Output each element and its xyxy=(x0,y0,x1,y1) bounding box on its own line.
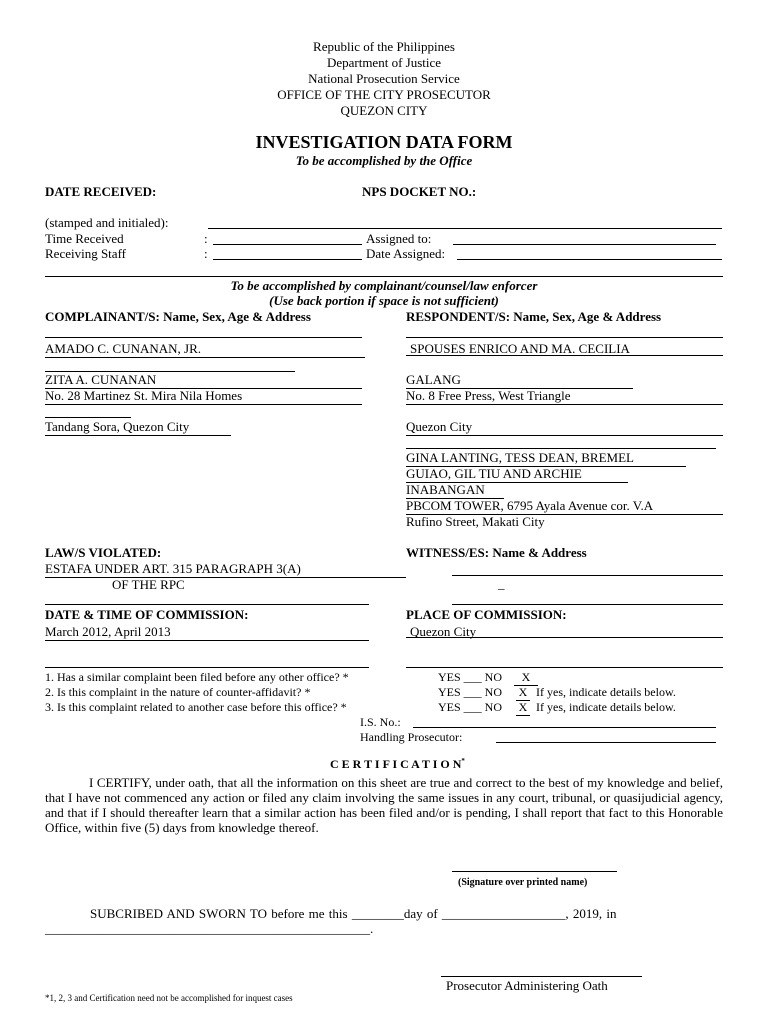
respondent-blank-line[interactable] xyxy=(406,337,723,338)
law-line-bottom xyxy=(45,604,369,605)
form-subtitle: To be accomplished by the Office xyxy=(295,153,473,168)
complainant-address-2[interactable]: Tandang Sora, Quezon City xyxy=(45,419,231,436)
respondent-others-2[interactable]: GUIAO, GIL TIU AND ARCHIE xyxy=(406,466,628,483)
section-divider xyxy=(45,276,723,277)
law-violated-value-2[interactable]: OF THE RPC xyxy=(112,577,185,592)
prosecutor-signature-line[interactable] xyxy=(441,976,642,977)
date-assigned-label: Date Assigned: xyxy=(366,246,446,261)
subscribed-text-b: __________________________________________________. xyxy=(45,921,374,936)
complainant-name-2[interactable]: ZITA A. CUNANAN xyxy=(45,372,362,389)
is-no-label: I.S. No.: xyxy=(360,715,401,729)
witness-heading: WITNESS/ES: Name & Address xyxy=(406,545,587,560)
respondent-others-5[interactable]: Rufino Street, Makati City xyxy=(406,514,545,529)
law-violated-heading: LAW/S VIOLATED: xyxy=(45,545,162,560)
respondent-line-1 xyxy=(406,355,723,356)
assigned-to-field[interactable] xyxy=(453,244,716,245)
subscribed-text: SUBCRIBED AND SWORN TO before me this ________day of ___________________, 2019, in xyxy=(90,906,617,921)
date-commission-value[interactable]: March 2012, April 2013 xyxy=(45,624,369,641)
respondent-others-3[interactable]: INABANGAN xyxy=(406,482,504,499)
respondent-name-1[interactable]: SPOUSES ENRICO AND MA. CECILIA xyxy=(410,341,630,356)
question-3-mark[interactable]: X xyxy=(516,700,530,716)
question-1-mark[interactable]: X xyxy=(514,670,538,686)
complainant-name-1[interactable]: AMADO C. CUNANAN, JR. xyxy=(45,341,365,358)
assigned-to-label: Assigned to: xyxy=(366,231,432,246)
question-2-mark[interactable]: X xyxy=(516,685,530,701)
receiving-staff-label: Receiving Staff xyxy=(45,246,126,261)
date-commission-heading: DATE & TIME OF COMMISSION: xyxy=(45,607,249,622)
complainant-line-short xyxy=(45,417,131,418)
back-portion-note: (Use back portion if space is not sufficient) xyxy=(269,293,499,308)
date-assigned-field[interactable] xyxy=(457,259,722,260)
question-1: 1. Has a similar complaint been filed before any other office? * xyxy=(45,670,349,684)
certification-star: * xyxy=(461,757,465,765)
header-office: OFFICE OF THE CITY PROSECUTOR xyxy=(277,87,491,102)
law-violated-value-1[interactable]: ESTAFA UNDER ART. 315 PARAGRAPH 3(A) xyxy=(45,561,406,578)
time-received-label: Time Received xyxy=(45,231,124,246)
respondent-address-1[interactable]: No. 8 Free Press, West Triangle xyxy=(406,388,723,405)
form-title: INVESTIGATION DATA FORM xyxy=(255,132,513,152)
header-republic: Republic of the Philippines xyxy=(313,39,455,54)
respondent-others-1[interactable]: GINA LANTING, TESS DEAN, BREMEL xyxy=(406,450,686,467)
place-commission-line xyxy=(406,637,723,638)
question-3: 3. Is this complaint related to another case before this office? * xyxy=(45,700,347,714)
receiving-staff-field[interactable] xyxy=(213,259,362,260)
witness-dash: _ xyxy=(498,576,505,591)
header-city: QUEZON CITY xyxy=(340,103,428,118)
question-3-yes-no: YES ___ NO xyxy=(438,700,503,714)
witness-line-2[interactable] xyxy=(452,604,723,605)
handling-prosecutor-label: Handling Prosecutor: xyxy=(360,730,463,744)
header-department: Department of Justice xyxy=(326,55,442,70)
complainant-note: To be accomplished by complainant/counsel/law enforcer xyxy=(230,278,538,293)
header-nps: National Prosecution Service xyxy=(308,71,460,86)
date-received-label: DATE RECEIVED: xyxy=(45,184,157,199)
footnote: *1, 2, 3 and Certification need not be accomplished for inquest cases xyxy=(45,993,293,1003)
signature-line[interactable] xyxy=(452,871,617,872)
signature-label: (Signature over printed name) xyxy=(458,877,588,888)
commission-extra-line-right xyxy=(406,667,723,668)
stamped-label: (stamped and initialed): xyxy=(45,215,169,230)
time-received-field[interactable] xyxy=(213,244,362,245)
certification-heading: C E R T I F I C A T I O N* xyxy=(330,757,465,771)
place-commission-heading: PLACE OF COMMISSION: xyxy=(406,607,567,622)
respondent-name-1b[interactable]: GALANG xyxy=(406,372,633,389)
question-2-yes-no: YES ___ NO xyxy=(438,685,503,699)
colon-1: : xyxy=(204,231,208,246)
nps-docket-label: NPS DOCKET NO.: xyxy=(362,184,477,199)
prosecutor-label: Prosecutor Administering Oath xyxy=(446,978,608,993)
certification-body: I CERTIFY, under oath, that all the information on this sheet are true and correct to the best of my knowledge and belief, that I have not commenced any action or filed any claim involving the same issues in any court, tribunal, or quasijudicial agency, and that if I should thereafter learn that a similar action has been filed and/or is pending, I shall report that fact to this Honorable Office, within five (5) days from knowledge thereof. xyxy=(45,775,723,835)
question-1-yes-no: YES ___ NO xyxy=(438,670,503,684)
place-commission-value[interactable]: Quezon City xyxy=(410,624,477,639)
question-2: 2. Is this complaint in the nature of counter-affidavit? * xyxy=(45,685,311,699)
respondent-others-4[interactable]: PBCOM TOWER, 6795 Ayala Avenue cor. V.A xyxy=(406,498,723,515)
colon-2: : xyxy=(204,246,208,261)
complainants-heading: COMPLAINANT/S: Name, Sex, Age & Address xyxy=(45,309,311,324)
question-2-extra: If yes, indicate details below. xyxy=(536,685,676,699)
is-no-field[interactable] xyxy=(413,727,716,728)
respondent-address-2[interactable]: Quezon City xyxy=(406,419,723,436)
respondents-heading: RESPONDENT/S: Name, Sex, Age & Address xyxy=(406,309,662,324)
stamped-field[interactable] xyxy=(208,228,722,229)
witness-line-1[interactable] xyxy=(452,575,723,576)
complainant-address-1[interactable]: No. 28 Martinez St. Mira Nila Homes xyxy=(45,388,362,405)
question-3-extra: If yes, indicate details below. xyxy=(536,700,676,714)
respondent-blank-line-2[interactable] xyxy=(406,448,716,449)
complainant-blank-line[interactable] xyxy=(45,337,362,338)
commission-extra-line-left xyxy=(45,667,369,668)
handling-prosecutor-field[interactable] xyxy=(496,742,716,743)
